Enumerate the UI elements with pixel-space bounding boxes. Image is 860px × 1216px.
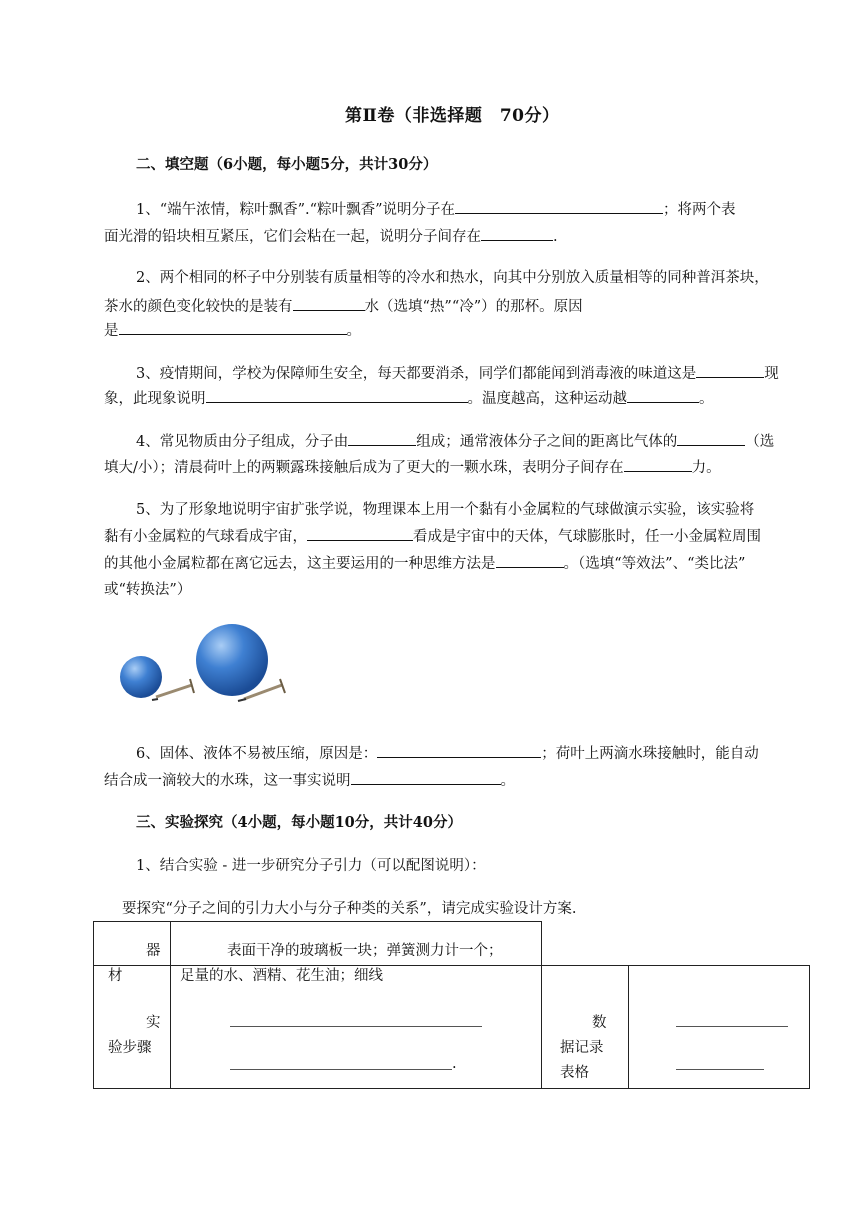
data-label-top: 数 (592, 1015, 607, 1031)
question-5-line-3: 的其他小金属粒都在离它远去，这主要运用的一种思维方法是 。（选填“等效法”、“类比法” (104, 553, 745, 574)
question-5-line-1: 5、为了形象地说明宇宙扩张学说，物理课本上用一个黏有小金属粒的气球做演示实验，该实验将 (136, 502, 755, 518)
answer-blank[interactable] (455, 199, 663, 214)
question-3-line-2: 象，此现象说明 。温度越高，这种运动越 。 (104, 388, 714, 409)
question-1-line-2: 面光滑的铅块相互紧压，它们会粘在一起，说明分子间存在 . (104, 226, 558, 247)
steps-answer-line-1[interactable] (230, 1026, 482, 1027)
experiment-question-1: 1、结合实验 - 进一步研究分子引力（可以配图说明）： (136, 858, 486, 874)
steps-label-top: 实 (146, 1015, 161, 1031)
data-content-cell[interactable] (628, 965, 810, 1089)
answer-blank[interactable] (481, 226, 553, 241)
question-4-line-1: 4、常见物质由分子组成，分子由 组成；通常液体分子之间的距离比气体的 （选 (136, 431, 774, 452)
answer-blank[interactable] (624, 457, 692, 472)
data-label-bottom: 表格 (560, 1065, 589, 1081)
question-3-line-1: 3、疫情期间，学校为保障师生安全，每天都要消杀，同学们都能闻到消毒液的味道这是 现 (136, 363, 779, 384)
data-answer-line-2[interactable] (676, 1069, 764, 1070)
page-title: 第Ⅱ卷（非选择题 70分） (345, 106, 560, 126)
equipment-label-top: 器 (146, 943, 161, 959)
steps-label-bottom: 验步骤 (108, 1040, 152, 1056)
steps-answer-line-2[interactable] (230, 1069, 452, 1070)
answer-blank[interactable] (496, 553, 564, 568)
equipment-label-bottom: 材 (108, 968, 123, 984)
section-heading-experiment: 三、实验探究（4小题，每小题10分，共计40分） (136, 814, 462, 831)
large-balloon (196, 624, 285, 701)
equipment-line-1: 表面干净的玻璃板一块；弹簧测力计一个； (227, 943, 503, 959)
answer-blank[interactable] (627, 388, 699, 403)
experiment-intro: 要探究“分子之间的引力大小与分子种类的关系”，请完成实验设计方案. (122, 901, 577, 917)
answer-blank[interactable] (696, 363, 764, 378)
question-2-line-1: 2、两个相同的杯子中分别装有质量相等的冷水和热水，向其中分别放入质量相等的同种普洱茶块， (136, 270, 769, 286)
answer-blank[interactable] (119, 320, 347, 335)
equipment-line-2: 足量的水、酒精、花生油；细线 (180, 968, 383, 984)
answer-blank[interactable] (293, 296, 365, 311)
question-5-line-2: 黏有小金属粒的气球看成宇宙， 看成是宇宙中的天体，气球膨胀时，任一小金属粒周围 (104, 526, 761, 547)
section-heading-fill-in: 二、填空题（6小题，每小题5分，共计30分） (136, 156, 438, 173)
balloon-illustration (112, 615, 302, 715)
data-label-middle: 据记录 (560, 1040, 604, 1056)
answer-blank[interactable] (351, 770, 501, 785)
answer-blank[interactable] (206, 388, 468, 403)
question-5-line-4: 或“转换法”） (104, 582, 192, 598)
steps-end-period: . (452, 1056, 457, 1072)
small-balloon (120, 656, 194, 700)
question-6-line-2: 结合成一滴较大的水珠，这一事实说明 。 (104, 770, 515, 791)
answer-blank[interactable] (307, 526, 413, 541)
answer-blank[interactable] (377, 743, 541, 758)
question-2-line-2: 茶水的颜色变化较快的是装有 水（选填“热”“冷”）的那杯。原因 (104, 296, 583, 317)
answer-blank[interactable] (677, 431, 745, 446)
question-1-line-1: 1、“端午浓情，粽叶飘香”.“粽叶飘香”说明分子在 ；将两个表 (136, 199, 735, 220)
answer-blank[interactable] (348, 431, 416, 446)
question-6-line-1: 6、固体、液体不易被压缩，原因是： ；荷叶上两滴水珠接触时，能自动 (136, 743, 759, 764)
question-2-line-3: 是 。 (104, 320, 361, 341)
data-answer-line-1[interactable] (676, 1026, 788, 1027)
question-4-line-2: 填大/小）；清晨荷叶上的两颗露珠接触后成为了更大的一颗水珠，表明分子间存在 力。 (104, 457, 721, 478)
